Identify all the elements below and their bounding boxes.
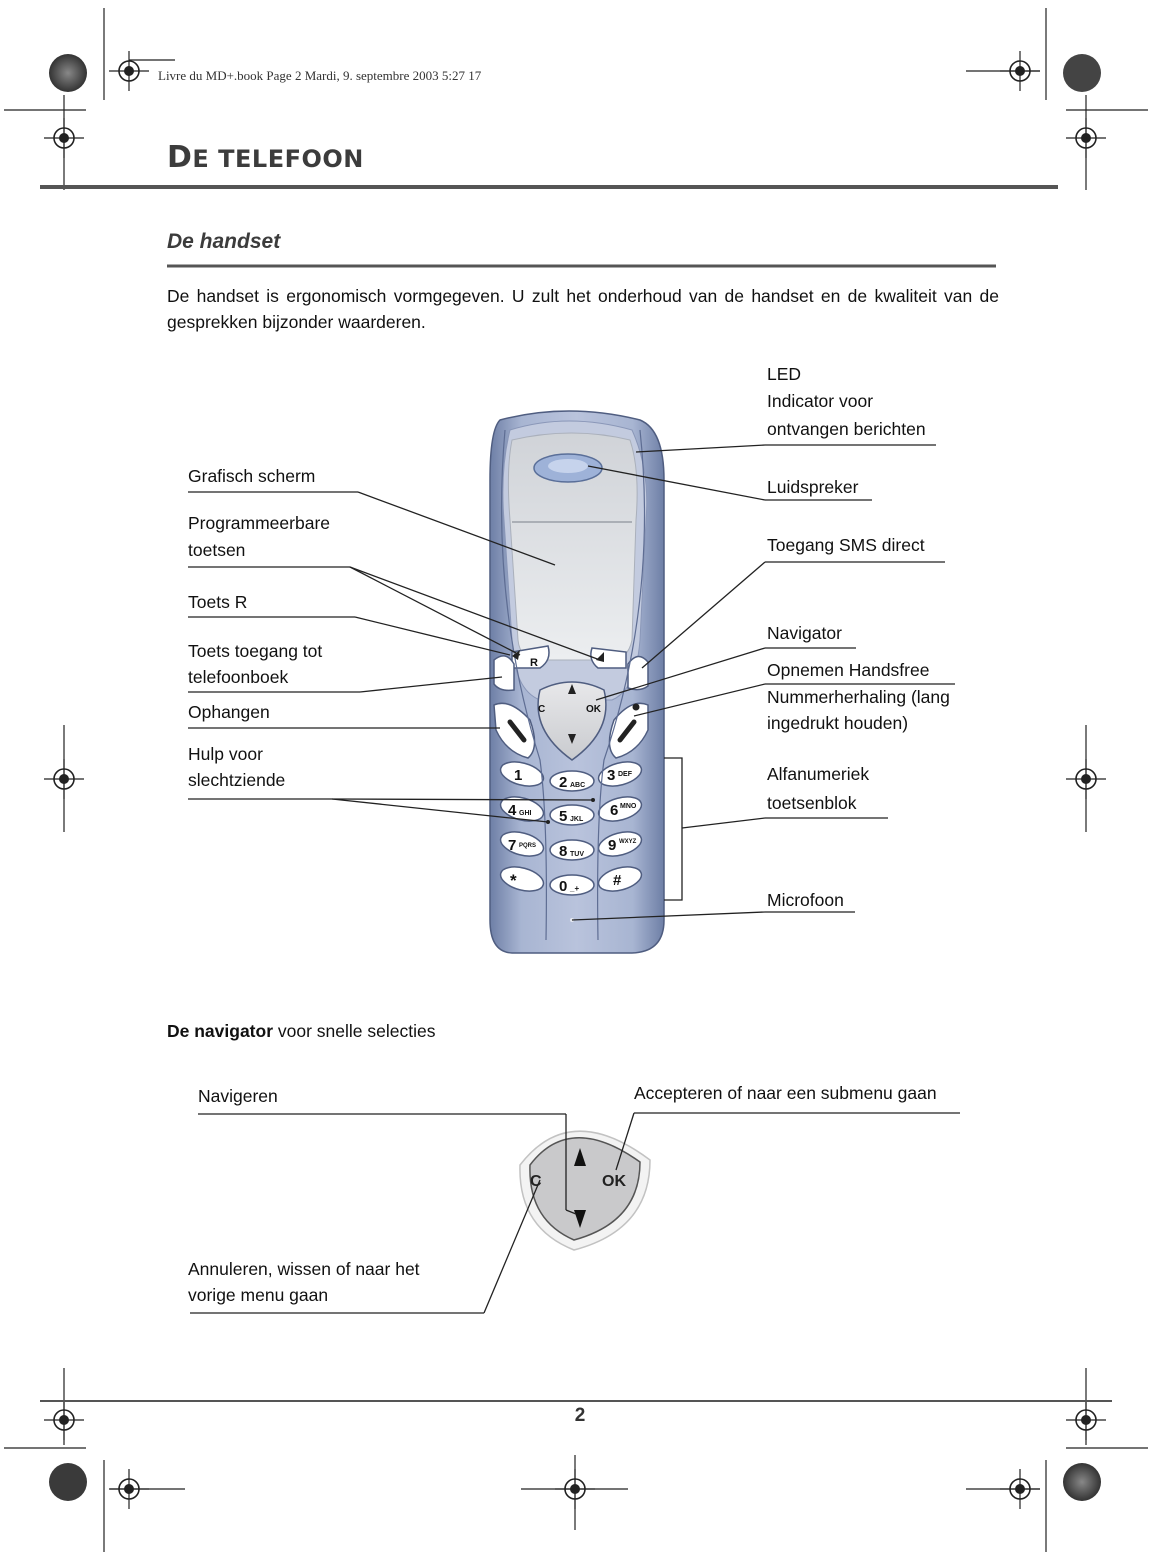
label-phonebook-line1: Toets toegang tot bbox=[188, 641, 323, 661]
navigator-heading-rest: voor snelle selecties bbox=[273, 1021, 436, 1041]
key-8: 8 bbox=[559, 843, 568, 860]
key-2: 2 bbox=[559, 774, 568, 791]
label-redial-line1: Nummerherhaling (lang bbox=[767, 687, 950, 707]
key-r: R bbox=[530, 657, 538, 669]
label-speaker: Luidspreker bbox=[767, 477, 859, 497]
label-led: LED bbox=[767, 364, 802, 384]
key-9: 9 bbox=[608, 837, 617, 854]
key-8-letters: TUV bbox=[570, 851, 584, 858]
label-indicator-line2: ontvangen berichten bbox=[767, 419, 926, 439]
key-ok: OK bbox=[586, 704, 601, 715]
key-4: 4 bbox=[508, 802, 517, 819]
label-microphone: Microfoon bbox=[767, 890, 844, 910]
key-5-letters: JKL bbox=[570, 816, 584, 823]
label-handsfree: Opnemen Handsfree bbox=[767, 660, 930, 680]
color-target-icon bbox=[1063, 1463, 1101, 1501]
key-hash: # bbox=[613, 872, 622, 889]
key-c: C bbox=[538, 704, 546, 715]
label-keypad-line2: toetsenblok bbox=[767, 793, 857, 813]
registration-mark-icon bbox=[44, 118, 84, 158]
key-star: * bbox=[510, 871, 517, 890]
label-sms-direct: Toegang SMS direct bbox=[767, 535, 925, 555]
label-key-r: Toets R bbox=[188, 592, 248, 612]
registration-mark-icon bbox=[1066, 118, 1106, 158]
navigator-illustration bbox=[520, 1131, 650, 1250]
page-number: 2 bbox=[574, 1405, 586, 1426]
key-0-symbols: _+ bbox=[570, 884, 580, 893]
label-indicator-line1: Indicator voor bbox=[767, 391, 874, 411]
key-3: 3 bbox=[607, 767, 616, 784]
label-hangup: Ophangen bbox=[188, 702, 270, 722]
registration-mark-icon bbox=[1066, 759, 1106, 799]
label-softkeys-line2: toetsen bbox=[188, 540, 246, 560]
color-target-icon bbox=[1063, 54, 1101, 92]
key-9-letters: WXYZ bbox=[619, 839, 637, 845]
key-4-letters: GHI bbox=[519, 810, 532, 817]
navigator-c-key: C bbox=[530, 1173, 542, 1190]
page-title-rest: E TELEFOON bbox=[192, 145, 364, 173]
color-target-icon bbox=[49, 54, 87, 92]
intro-paragraph: De handset is ergonomisch vormgegeven. U zult het onderhoud van de handset en de kwaliteit van de gesprekken bijzonder waarderen. bbox=[167, 286, 999, 332]
key-0: 0 bbox=[559, 878, 568, 895]
color-target-icon bbox=[49, 1463, 87, 1501]
key-6: 6 bbox=[610, 802, 619, 819]
label-redial-line2: ingedrukt houden) bbox=[767, 713, 909, 733]
label-cancel-line2: vorige menu gaan bbox=[188, 1285, 329, 1305]
label-phonebook-line2: telefoonboek bbox=[188, 667, 289, 687]
label-cancel-line1: Annuleren, wissen of naar het bbox=[188, 1259, 420, 1279]
label-accept: Accepteren of naar een submenu gaan bbox=[634, 1083, 937, 1103]
key-6-letters: MNO bbox=[620, 803, 637, 810]
key-7-letters: PQRS bbox=[519, 843, 537, 849]
label-softkeys-line1: Programmeerbare bbox=[188, 513, 330, 533]
key-3-letters: DEF bbox=[618, 771, 632, 778]
label-screen: Grafisch scherm bbox=[188, 466, 316, 486]
page-title-initial: D bbox=[167, 140, 193, 175]
registration-mark-icon bbox=[109, 51, 149, 91]
navigator-heading bbox=[167, 1021, 435, 1042]
registration-mark-icon bbox=[44, 1400, 84, 1440]
registration-mark-icon bbox=[1066, 1400, 1106, 1440]
label-visually-impaired-line1: Hulp voor bbox=[188, 744, 263, 764]
key-1: 1 bbox=[514, 767, 523, 784]
label-navigator: Navigator bbox=[767, 623, 842, 643]
navigator-ok-key: OK bbox=[602, 1173, 626, 1190]
label-navigate: Navigeren bbox=[198, 1086, 278, 1106]
navigator-heading-bold: De navigator bbox=[167, 1021, 273, 1041]
label-visually-impaired-line2: slechtziende bbox=[188, 770, 286, 790]
print-header: Livre du MD+.book Page 2 Mardi, 9. septembre 2003 5:27 17 bbox=[158, 68, 482, 83]
subsection-title: De handset bbox=[167, 230, 281, 253]
key-7: 7 bbox=[508, 837, 517, 854]
registration-mark-icon bbox=[44, 759, 84, 799]
key-2-letters: ABC bbox=[570, 782, 586, 789]
key-5: 5 bbox=[559, 808, 568, 825]
label-keypad-line1: Alfanumeriek bbox=[767, 764, 870, 784]
